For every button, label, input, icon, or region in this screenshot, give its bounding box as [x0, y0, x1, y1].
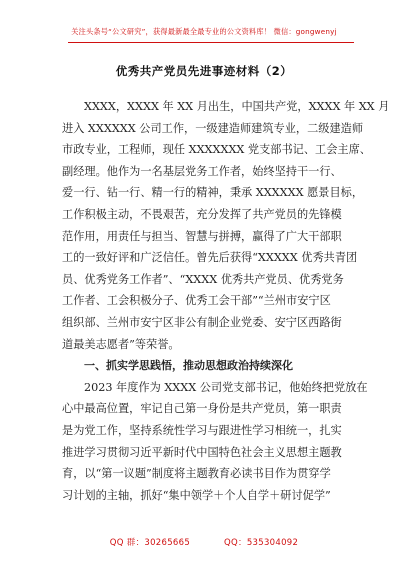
header-divider [68, 42, 354, 43]
paragraph-line: 心中最高位置，牢记自己第一身份是共产党员，第一职责 [62, 402, 342, 416]
paragraph-line: 工的一致好评和广泛信任。曾先后获得“XXXXX 优秀共青团 [62, 251, 358, 265]
paragraph-line: 育，以“第一议题”制度将主题教育必读书目作为贯穿学 [62, 467, 331, 481]
paragraph-line: 习计划的主轴，抓好“集中领学＋个人自学＋研讨促学” [62, 488, 331, 502]
paragraph-line: 组织部、兰州市安宁区非公有制企业党委、安宁区西路街 [62, 315, 342, 329]
document-title: 优秀共产党员先进事迹材料（2） [115, 64, 293, 78]
header-note: 关注头条号“公文研究”，获得最新最全最专业的公文资料库！ 微信：gongwenyj [71, 27, 337, 36]
paragraph-line: 进入 XXXXXX 公司工作，一级建造师建筑专业，二级建造师 [62, 121, 364, 135]
paragraph-line: 员、优秀党务工作者”、“XXXX 优秀共产党员、优秀党务 [62, 272, 344, 286]
paragraph-line: 范作用，用责任与担当、智慧与拼搏，赢得了广大干部职 [62, 229, 342, 243]
paragraph-line: 是为党工作，坚持系统性学习与跟进性学习相统一，扎实 [62, 423, 342, 437]
paragraph-line: 道最美志愿者”等荣誉。 [62, 337, 180, 351]
footer-contact [0, 536, 408, 548]
document-body [62, 96, 390, 506]
paragraph-line: 工作积极主动，不畏艰苦，充分发挥了共产党员的先锋模 [62, 207, 342, 221]
footer-qq-group: QQ 群：30265665 [109, 538, 191, 548]
paragraph-line: 爱一行、钻一行、精一行的精神，秉承 XXXXXX 愿景目标， [62, 186, 364, 200]
footer-qq: QQ：535304092 [224, 538, 299, 548]
paragraph-line: XXXX，XXXX 年 XX 月出生，中国共产党，XXXX 年 XX 月 [84, 100, 390, 113]
paragraph-line: 副经理。他作为一名基层党务工作者，始终坚持干一行、 [62, 164, 342, 178]
paragraph-line: 推进学习贯彻习近平新时代中国特色社会主义思想主题教 [62, 445, 342, 459]
paragraph-line: 2023 年度作为 XXXX 公司党支部书记，他始终把党放在 [84, 380, 368, 394]
paragraph-line: 工作者、工会积极分子、优秀工会干部”“兰州市安宁区 [62, 294, 331, 308]
section-heading: 一、抓实学思践悟，推动思想政治持续深化 [84, 359, 293, 373]
paragraph-line: 市政专业，工程师，现任 XXXXXXX 党支部书记、工会主席、 [62, 143, 371, 157]
